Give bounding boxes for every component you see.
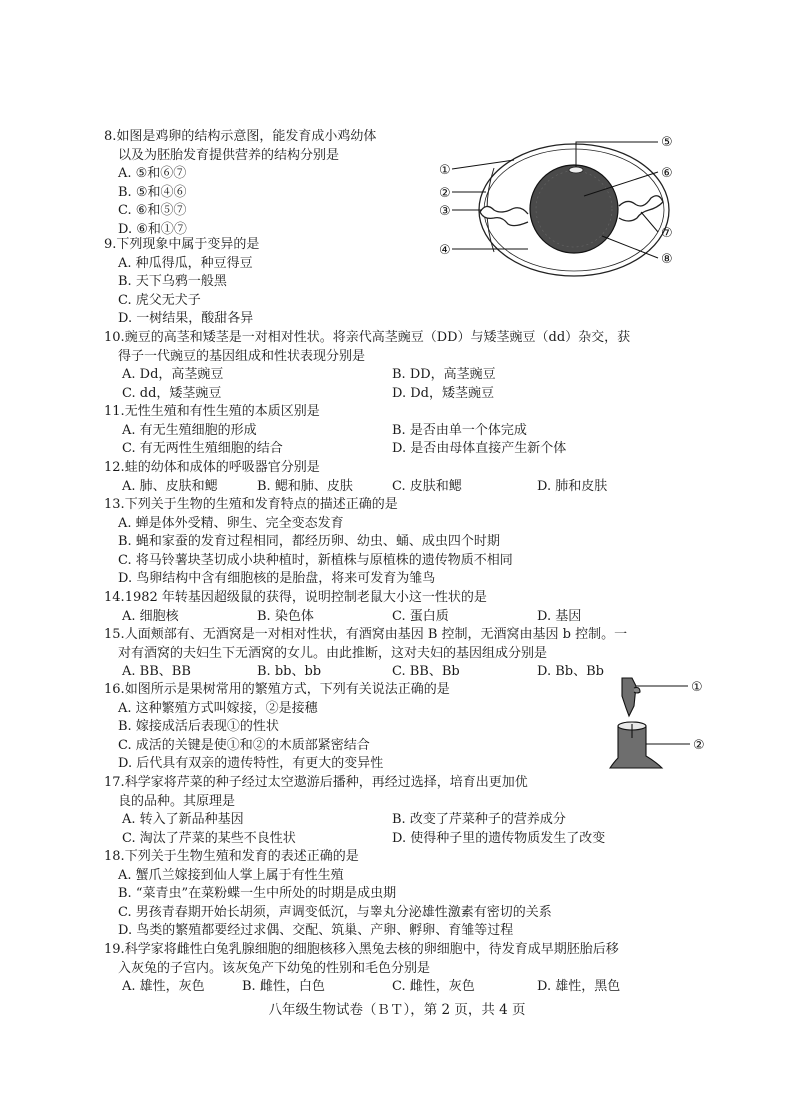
- option: C. BB、Bb: [392, 664, 460, 680]
- question-14: [104, 589, 704, 626]
- question-number: 9.: [104, 237, 117, 252]
- question-stem-cont: 以及为胚胎发育提供营养的结构分别是: [118, 147, 340, 163]
- option: C. 虎父无犬子: [118, 292, 201, 308]
- question-number: 17.: [104, 775, 125, 790]
- option: A. 转入了新品种基因: [122, 812, 244, 828]
- option: A. ⑤和⑥⑦: [118, 166, 187, 182]
- option: C. 蛋白质: [392, 608, 449, 624]
- question-stem: 下列现象中属于变异的是: [116, 237, 260, 252]
- option: A. 肺、皮肤和鳃: [122, 478, 218, 494]
- question-stem: 科学家将芹菜的种子经过太空遨游后播种，再经过选择，培育出更加优: [124, 775, 528, 790]
- option: B. bb、bb: [257, 664, 322, 680]
- question-number: 12.: [104, 460, 125, 475]
- question-stem: 人面颊部有、无酒窝是一对相对性状，有酒窝由基因 B 控制，无酒窝由基因 b 控制。一: [124, 627, 628, 642]
- question-stem: 如图是鸡卵的结构示意图，能发育成小鸡幼体: [116, 129, 377, 144]
- question-stem: 蛙的幼体和成体的呼吸器官分别是: [124, 460, 320, 475]
- question-number: 8.: [104, 129, 117, 144]
- option: A. 有无生殖细胞的形成: [122, 422, 257, 438]
- question-stem-cont: 对有酒窝的夫妇生下无酒窝的女儿。由此推断，这对夫妇的基因组成分别是: [118, 645, 548, 661]
- option: B. 蝇和家蚕的发育过程相同，都经历卵、幼虫、蛹、成虫四个时期: [118, 534, 500, 550]
- yolk: [530, 165, 618, 253]
- graft-label-2: ②: [693, 738, 705, 753]
- grafting-diagram: [600, 674, 712, 774]
- chalaza-right: [619, 196, 663, 221]
- leader-line-7: [641, 212, 658, 232]
- option: C. 男孩青春期开始长胡须，声调变低沉，与睾丸分泌雄性激素有密切的关系: [118, 904, 552, 920]
- question-17: [104, 774, 704, 848]
- question-11: [104, 403, 704, 459]
- option: B. 天下乌鸦一般黑: [118, 274, 227, 290]
- page-footer: 八年级生物试卷（ＢＴ），第 2 页，共 4 页: [268, 1002, 526, 1018]
- option: B. 嫁接成活后表现①的性状: [118, 719, 279, 735]
- scion: [622, 678, 636, 716]
- egg-label-4: ④: [439, 243, 451, 258]
- egg-label-7: ⑦: [661, 226, 673, 241]
- egg-label-8: ⑧: [661, 252, 673, 267]
- question-8: [104, 128, 376, 240]
- question-stem: 1982 年转基因超级鼠的获得，说明控制老鼠大小这一性状的是: [124, 590, 487, 605]
- option: B. “菜青虫”在菜粉蝶一生中所处的时期是成虫期: [118, 886, 397, 902]
- option: B. 改变了芹菜种子的营养成分: [392, 812, 566, 828]
- option: B. 是否由单一个体完成: [392, 422, 527, 438]
- scion-bud: [634, 688, 640, 694]
- option: A. 种瓜得瓜，种豆得豆: [118, 255, 253, 271]
- option: B. 鳃和肺、皮肤: [257, 478, 353, 494]
- egg-label-1: ①: [439, 163, 451, 178]
- option: D. 一树结果，酸甜各异: [118, 311, 254, 327]
- option: C. ⑥和⑤⑦: [118, 203, 187, 219]
- option: B. ⑤和④⑥: [118, 184, 187, 200]
- leader-line-8: [602, 236, 658, 258]
- question-number: 15.: [104, 627, 125, 642]
- question-16: [104, 681, 624, 774]
- egg-label-2: ②: [439, 186, 451, 201]
- option: C. 将马铃薯块茎切成小块种植时，新植株与原植株的遗传物质不相同: [118, 552, 513, 568]
- option: C. 成活的关键是使①和②的木质部紧密结合: [118, 737, 370, 753]
- question-13: [104, 496, 704, 589]
- question-stem: 下列关于生物生殖和发育的表述正确的是: [124, 849, 359, 864]
- option: B. 染色体: [257, 608, 314, 624]
- question-number: 11.: [104, 404, 125, 419]
- option: A. 蝉是体外受精、卵生、完全变态发育: [118, 515, 344, 531]
- egg-label-3: ③: [439, 204, 451, 219]
- question-stem-cont: 得子一代豌豆的基因组成和性状表现分别是: [118, 348, 366, 364]
- question-12: [104, 459, 704, 496]
- option: C. 雌性，灰色: [392, 979, 475, 995]
- option: A. 这种繁殖方式叫嫁接，②是接穗: [118, 700, 318, 716]
- option: C. dd，矮茎豌豆: [122, 385, 222, 401]
- option: D. 基因: [537, 608, 582, 624]
- option: A. 蟹爪兰嫁接到仙人掌上属于有性生殖: [118, 867, 344, 883]
- question-number: 18.: [104, 849, 125, 864]
- option: A. Dd，高茎豌豆: [122, 367, 224, 383]
- option: D. Dd，矮茎豌豆: [392, 385, 494, 401]
- question-18: [104, 848, 704, 941]
- option: B. DD，高茎豌豆: [392, 367, 496, 383]
- egg-structure-diagram: [436, 130, 696, 285]
- option: C. 皮肤和鳃: [392, 478, 462, 494]
- question-stem: 豌豆的高茎和矮茎是一对相对性状。将亲代高茎豌豆（DD）与矮茎豌豆（dd）杂交，获: [124, 330, 631, 345]
- option: D. Bb、Bb: [537, 664, 604, 680]
- egg-label-6: ⑥: [661, 166, 673, 181]
- question-number: 13.: [104, 497, 125, 512]
- option: B. 雌性，白色: [242, 979, 325, 995]
- graft-label-1: ①: [691, 680, 703, 695]
- leader-line-5: [576, 142, 658, 167]
- question-stem: 科学家将雌性白兔乳腺细胞的细胞核移入黑兔去核的卵细胞中，待发育成早期胚胎后移: [124, 942, 619, 957]
- question-number: 16.: [104, 682, 125, 697]
- question-10: [104, 329, 704, 403]
- question-stem-cont: 良的品种。其原理是: [118, 793, 236, 809]
- question-stem: 无性生殖和有性生殖的本质区别是: [124, 404, 320, 419]
- question-stem: 下列关于生物的生殖和发育特点的描述正确的是: [124, 497, 398, 512]
- option: A. 细胞核: [122, 608, 179, 624]
- egg-label-5: ⑤: [661, 135, 673, 150]
- question-number: 14.: [104, 590, 125, 605]
- germinal-disc: [569, 167, 583, 173]
- option: C. 有无两性生殖细胞的结合: [122, 441, 283, 457]
- option: D. 雄性，黑色: [537, 979, 621, 995]
- option: A. BB、BB: [122, 664, 191, 680]
- question-number: 19.: [104, 942, 125, 957]
- option: D. 后代具有双亲的遗传特性，有更大的变异性: [118, 756, 384, 772]
- option: D. 是否由母体直接产生新个体: [392, 441, 567, 457]
- option: D. 使得种子里的遗传物质发生了改变: [392, 830, 606, 846]
- question-9: [104, 236, 259, 329]
- question-number: 10.: [104, 330, 125, 345]
- question-stem: 如图所示是果树常用的繁殖方式，下列有关说法正确的是: [124, 682, 450, 697]
- question-stem-cont: 入灰兔的子宫内。该灰兔产下幼兔的性别和毛色分别是: [118, 960, 431, 976]
- option: C. 淘汰了芹菜的某些不良性状: [122, 830, 296, 846]
- option: D. 肺和皮肤: [537, 478, 608, 494]
- question-19: [104, 941, 704, 997]
- option: D. 鸟卵结构中含有细胞核的是胎盘，将来可发育为雏鸟: [118, 571, 436, 587]
- option: A. 雄性，灰色: [122, 979, 205, 995]
- option: D. ⑥和①⑦: [118, 221, 187, 237]
- option: D. 鸟类的繁殖都要经过求偶、交配、筑巢、产卵、孵卵、育雏等过程: [118, 923, 514, 939]
